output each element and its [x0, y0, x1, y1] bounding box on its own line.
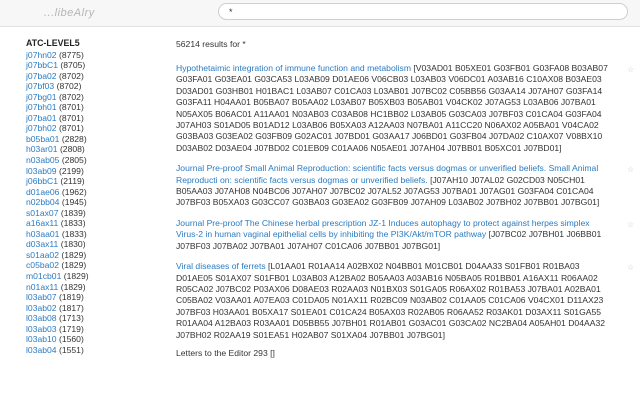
facet-link[interactable]: h03ar01: [26, 144, 58, 155]
facet-link[interactable]: j07hn02: [26, 49, 57, 60]
facet-item: [26, 345, 146, 356]
facet-count: (1833): [60, 218, 86, 229]
facet-item: [26, 71, 146, 82]
facet-count: (1817): [58, 302, 84, 313]
facet-link[interactable]: l03ab09: [26, 165, 57, 176]
facet-count: (8702): [58, 70, 84, 81]
facet-link[interactable]: s01aa02: [26, 249, 59, 260]
facet-count: (1551): [58, 344, 84, 355]
facet-count: (1829): [61, 249, 87, 260]
result-title[interactable]: Hypothetaimic integration of immune function and metabolism: [176, 63, 412, 73]
bookmark-icon[interactable]: ☆: [627, 263, 635, 273]
facet-item: [26, 81, 146, 92]
facet-item: [26, 260, 146, 271]
facet-count: (8775): [58, 49, 84, 60]
facet-count: (8701): [58, 123, 84, 134]
facet-item: [26, 60, 146, 71]
facet-link[interactable]: h03aa01: [26, 228, 60, 239]
facet-count: (1829): [63, 271, 89, 282]
result-item: [176, 261, 635, 341]
facet-heading: ATC-LEVEL5: [26, 38, 80, 48]
facet-sidebar: [26, 38, 146, 355]
facet-item: [26, 208, 146, 219]
facet-link[interactable]: j07bh02: [26, 123, 57, 134]
result-codes: [J07BC02 J07BH01 J06BB01 J07BF03 J07BA02 J07BA01 J07AH07 C01CA06 J07BB01 J07BG01]: [176, 229, 602, 251]
facet-count: (1560): [58, 334, 84, 345]
facet-item: [26, 313, 146, 324]
facet-count: (2199): [58, 165, 84, 176]
facet-link[interactable]: j07bh01: [26, 102, 57, 113]
facet-link[interactable]: b05ba01: [26, 133, 60, 144]
facet-count: (8701): [58, 102, 84, 113]
facet-count: (2828): [61, 133, 87, 144]
facet-link[interactable]: j07bf03: [26, 81, 55, 92]
facet-link[interactable]: s01ax07: [26, 207, 59, 218]
facet-count: (2119): [60, 176, 85, 187]
facet-item: [26, 334, 146, 345]
facet-count: (1830): [60, 239, 86, 250]
facet-item: [26, 271, 146, 282]
facet-link[interactable]: j07ba01: [26, 112, 57, 123]
facet-item: [26, 144, 146, 155]
facet-count: (2805): [61, 155, 87, 166]
facet-item: [26, 176, 146, 187]
facet-item: [26, 292, 146, 303]
bookmark-icon[interactable]: ☆: [627, 65, 635, 74]
facet-link[interactable]: j06bbC1: [26, 176, 59, 187]
search-input[interactable]: [218, 3, 628, 20]
facet-item: [26, 303, 146, 314]
facet-count: (8701): [58, 112, 84, 123]
facet-link[interactable]: l03ab04: [26, 344, 57, 355]
top-bar: [0, 0, 640, 27]
facet-count: (8702): [56, 81, 82, 92]
facet-link[interactable]: c05ba02: [26, 260, 59, 271]
facet-count: (2808): [59, 144, 85, 155]
facet-item: [26, 187, 146, 198]
facet-link[interactable]: l03ab07: [26, 292, 57, 303]
facet-link[interactable]: l03ab08: [26, 313, 57, 324]
facet-link[interactable]: n01ax11: [26, 281, 59, 292]
result-title[interactable]: Journal Pre-proof The Chinese herbal prescription JZ-1 Induces autophagy to protect against herpes simplex Virus-2 in human vaginal epithelial cells by inhibiting the PI3K/Akt/mTOR pathway: [176, 217, 590, 240]
result-title[interactable]: Letters to the Editor 293 []: [176, 347, 275, 358]
result-title[interactable]: Journal Pre-proof Small Animal Reproduction: scientific facts versus dogmas or unverified beliefs. Small Animal Reproducti on: scientific facts versus dogmas or unverified beliefs.: [176, 163, 599, 185]
facet-count: (1833): [61, 228, 87, 239]
facet-count: (8705): [60, 60, 86, 71]
facet-count: (1819): [58, 292, 84, 303]
facet-count: (1839): [60, 207, 86, 218]
result-list: [176, 63, 635, 341]
facet-item: [26, 218, 146, 229]
result-title[interactable]: Viral diseases of ferrets: [176, 261, 266, 272]
facet-count: (8702): [58, 91, 84, 102]
facet-item: [26, 229, 146, 240]
facet-link[interactable]: n02bb04: [26, 197, 60, 208]
results-count: 56214 results for *: [176, 39, 246, 49]
facet-item: [26, 324, 146, 335]
facet-link[interactable]: l03ab03: [26, 323, 57, 334]
facet-item: [26, 92, 146, 103]
facet-item: [26, 166, 146, 177]
facet-link[interactable]: d03ax11: [26, 239, 59, 250]
result-codes: [L01AA01 R01AA14 A02BX02 N04BB01 M01CB01 D04AA33 S01FB01 R01BA03 D01AE05 S01AX07 S01FB01 L03AB03 A12BA02 B05AA03 A03AB16 N05BA05 R01BB01 A16AX11 R06AA02 R05CA02 J07BC02 P03AX06 D08AE03 R02AA03 N01BX03 S01GA05 R06AX02 R01BA53 J07BA01 A02BA01 C05BA02 V03AA01 A07EA03 C01DA05 N01AX11 R02BC09 N03AB02 C01AA05 C01CA06 V04CX01 D11AX23 J07BF03 H03AA01 B05XA17 S01EA01 C01CA24 B05AX03 R02AB05 R06AA52 R03AK01 D03AX11 S01GA55 R01AA04 A12BA03 R03AA01 D05BB55 J07BH01 R01AB01 G03AC01 G03CA02 NC2BA04 A05AH01 D04AA32 J07BH02 R02AA19 S01EA51 H02AB07 S01XA04 J07BB01 J07BG01]: [176, 261, 606, 340]
facet-link[interactable]: a16ax11: [26, 218, 59, 229]
facet-item: [26, 250, 146, 261]
facet-item: [26, 155, 146, 166]
facet-link[interactable]: l03ab02: [26, 302, 57, 313]
result-item: [176, 63, 635, 154]
result-codes: [V03AD01 B05XE01 G03FB01 G03FA08 B03AB07 G03FA01 G03EA01 G03CA53 L03AB09 D01AE06 V06CB03 L03AB03 V06DC01 A03AB16 C10AX08 B03AE03 D03AD01 G03HB01 H01BAC1 L03AB07 C01CA03 L03AB01 J07BC02 C05BB56 G03AA14 J07AH07 G03FA14 G03FA11 H04AA01 B05BA07 B05AA02 L03AB07 B05XB03 B05AB01 V04CK02 J07AG53 L03AB06 J07BA01 N05AX05 B06AC01 A11AA01 N03AB03 C03AB08 HC1BB02 L03AB05 G03CA03 J07BF03 C01CA04 G03FA04 J07AH03 S01AD05 B01AD12 L03AB06 B05XA03 A12AA03 N07BA01 A11CC20 N06AX02 A05BA01 V04CA02 G03BA03 G03EA02 G03FB09 G02AC01 J07BD01 G03AA17 J06BD01 G03FB04 J07DA02 C10AX07 V08BX10 D03AB02 D03AE04 J07BD02 C01EB09 C01AA06 N05AE01 J07AH04 J07BB01 B05XC01 J07BD01]: [176, 63, 608, 153]
results-panel: [176, 39, 635, 358]
facet-count: (1829): [61, 260, 87, 271]
facet-link[interactable]: j07bbC1: [26, 60, 59, 71]
facet-item: [26, 113, 146, 124]
facet-link[interactable]: n03ab05: [26, 155, 60, 166]
facet-count: (1945): [61, 197, 87, 208]
facet-item: [26, 282, 146, 293]
result-item: [176, 217, 635, 252]
facet-count: (1713): [58, 313, 84, 324]
facet-link[interactable]: l03ab10: [26, 334, 57, 345]
bookmark-icon[interactable]: ☆: [627, 165, 635, 175]
facet-item: [26, 50, 146, 61]
facet-item: [26, 239, 146, 250]
bookmark-icon[interactable]: ☆: [627, 219, 635, 229]
result-codes: [J07AH10 J07AL02 G02CD03 N05CH01 B05AA03 J07AH08 N04BC06 J07AH07 J07BC02 J07AL52 J07AG53 J07BA01 J07AG01 G03FA04 C01CA04 J07BF03 B05XA03 G03CC07 G03BA03 G03EA02 G03FB09 J07AH09 L03AB02 J07BH02 J07BB01 J07BG01]: [176, 174, 600, 208]
facet-link[interactable]: d01ae06: [26, 186, 60, 197]
facet-count: (1829): [60, 281, 86, 292]
app-logo[interactable]: ...libeAlry: [44, 7, 95, 19]
facet-item: [26, 102, 146, 113]
facet-list: [26, 50, 146, 356]
facet-item: [26, 197, 146, 208]
facet-count: (1719): [58, 323, 84, 334]
facet-item: [26, 123, 146, 134]
result-item: [176, 163, 635, 209]
facet-link[interactable]: m01cb01: [26, 271, 62, 282]
result-item: [176, 348, 614, 358]
facet-count: (1962): [61, 186, 87, 197]
facet-link[interactable]: j07ba02: [26, 70, 57, 81]
facet-link[interactable]: j07bg01: [26, 91, 57, 102]
facet-item: [26, 134, 146, 145]
